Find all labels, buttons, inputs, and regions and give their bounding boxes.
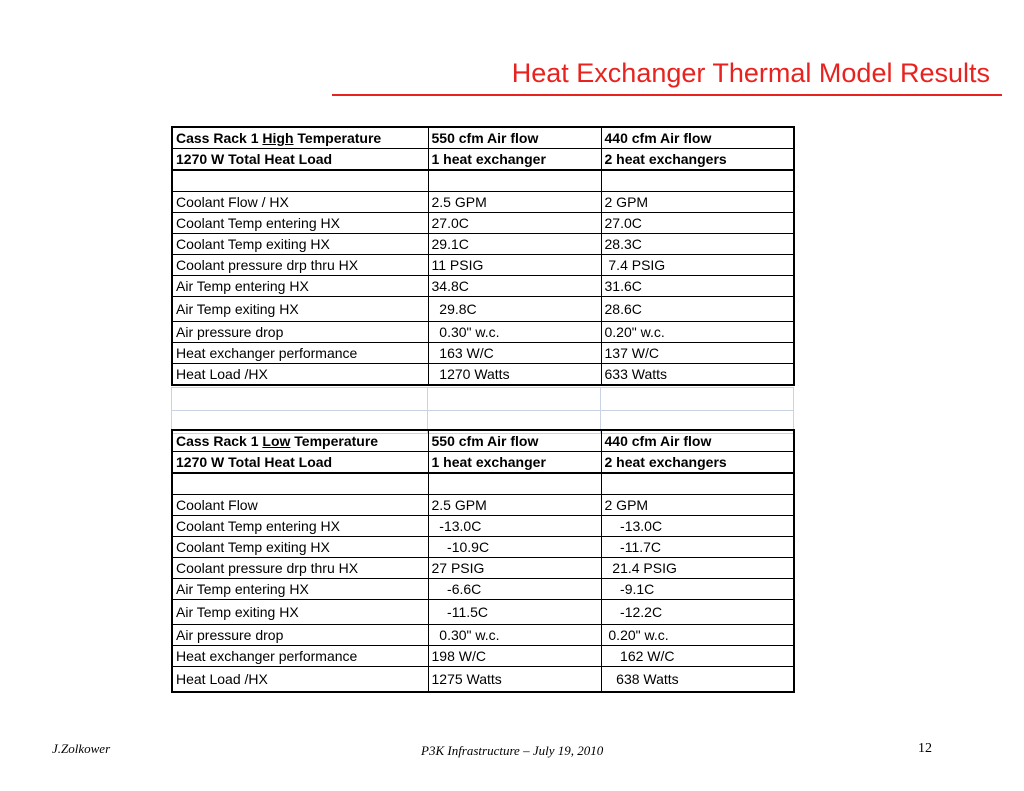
- row-label: Air Temp entering HX: [172, 276, 428, 297]
- low-subheader-col3: 2 heat exchangers: [601, 452, 794, 474]
- row-label: Air Temp entering HX: [172, 579, 428, 600]
- table-row: [172, 625, 794, 646]
- row-label: Coolant Temp exiting HX: [172, 234, 428, 255]
- low-header-col2: 550 cfm Air flow: [428, 430, 601, 452]
- row-value-col2: -13.0C: [428, 516, 601, 537]
- table-row: [172, 276, 794, 297]
- high-header-col3: 440 cfm Air flow: [601, 127, 794, 149]
- high-blank-row: [172, 170, 794, 192]
- row-label: Heat Load /HX: [172, 667, 428, 693]
- table-row: [172, 667, 794, 693]
- row-label: Air pressure drop: [172, 625, 428, 646]
- row-label: Heat Load /HX: [172, 364, 428, 386]
- row-value-col3: -11.7C: [601, 537, 794, 558]
- row-value-col2: 29.1C: [428, 234, 601, 255]
- low-header-col3: 440 cfm Air flow: [601, 430, 794, 452]
- row-value-col2: -11.5C: [428, 600, 601, 625]
- row-label: Air Temp exiting HX: [172, 297, 428, 322]
- low-blank-row: [172, 473, 794, 495]
- row-value-col2: 163 W/C: [428, 343, 601, 364]
- table-row: [172, 558, 794, 579]
- high-subheader-col2: 1 heat exchanger: [428, 149, 601, 171]
- row-value-col3: -13.0C: [601, 516, 794, 537]
- row-value-col3: 162 W/C: [601, 646, 794, 667]
- high-emphasis: High: [262, 130, 294, 146]
- table-row: [172, 192, 794, 213]
- footer-event: P3K Infrastructure – July 19, 2010: [421, 743, 604, 758]
- row-value-col3: 0.20" w.c.: [601, 322, 794, 343]
- row-label: Heat exchanger performance: [172, 343, 428, 364]
- footer-page-number: 12: [918, 741, 932, 756]
- title-underline: [332, 94, 1002, 96]
- high-header-col2: 550 cfm Air flow: [428, 127, 601, 149]
- slide-title: Heat Exchanger Thermal Model Results: [511, 58, 990, 88]
- row-value-col2: 2.5 GPM: [428, 495, 601, 516]
- row-value-col3: 31.6C: [601, 276, 794, 297]
- row-label: Coolant Temp exiting HX: [172, 537, 428, 558]
- row-value-col2: -10.9C: [428, 537, 601, 558]
- row-label: Heat exchanger performance: [172, 646, 428, 667]
- row-value-col2: 0.30" w.c.: [428, 625, 601, 646]
- row-value-col2: 0.30" w.c.: [428, 322, 601, 343]
- row-value-col2: 11 PSIG: [428, 255, 601, 276]
- table-row: [172, 579, 794, 600]
- row-label: Coolant pressure drp thru HX: [172, 558, 428, 579]
- row-value-col3: 633 Watts: [601, 364, 794, 386]
- row-value-col3: 2 GPM: [601, 192, 794, 213]
- row-value-col3: 638 Watts: [601, 667, 794, 693]
- low-temperature-table: [171, 429, 795, 693]
- table-row: [172, 364, 794, 386]
- low-subheader-col2: 1 heat exchanger: [428, 452, 601, 474]
- row-value-col3: -9.1C: [601, 579, 794, 600]
- footer-author: J.Zolkower: [52, 741, 111, 756]
- spacer-grid: [171, 387, 793, 429]
- row-value-col2: 2.5 GPM: [428, 192, 601, 213]
- table-row: [172, 234, 794, 255]
- row-value-col3: 2 GPM: [601, 495, 794, 516]
- row-value-col2: 34.8C: [428, 276, 601, 297]
- high-subheader-load: 1270 W Total Heat Load: [172, 149, 428, 171]
- row-label: Coolant pressure drp thru HX: [172, 255, 428, 276]
- low-header-condition: Cass Rack 1 Low Temperature: [172, 430, 428, 452]
- row-label: Coolant Temp entering HX: [172, 516, 428, 537]
- row-value-col3: 28.6C: [601, 297, 794, 322]
- row-value-col2: 1270 Watts: [428, 364, 601, 386]
- row-value-col2: 198 W/C: [428, 646, 601, 667]
- row-label: Air Temp exiting HX: [172, 600, 428, 625]
- table-row: [172, 297, 794, 322]
- row-value-col3: 21.4 PSIG: [601, 558, 794, 579]
- low-subheader-load: 1270 W Total Heat Load: [172, 452, 428, 474]
- table-row: [172, 600, 794, 625]
- table-row: [172, 255, 794, 276]
- high-temperature-table: [171, 126, 795, 386]
- row-value-col3: 27.0C: [601, 213, 794, 234]
- row-value-col2: 29.8C: [428, 297, 601, 322]
- row-value-col2: -6.6C: [428, 579, 601, 600]
- row-label: Coolant Flow: [172, 495, 428, 516]
- row-value-col3: -12.2C: [601, 600, 794, 625]
- high-header-condition: Cass Rack 1 High Temperature: [172, 127, 428, 149]
- row-label: Coolant Flow / HX: [172, 192, 428, 213]
- high-subheader-col3: 2 heat exchangers: [601, 149, 794, 171]
- table-row: [172, 495, 794, 516]
- row-value-col2: 27.0C: [428, 213, 601, 234]
- table-row: [172, 213, 794, 234]
- low-emphasis: Low: [262, 433, 291, 449]
- table-row: [172, 343, 794, 364]
- table-row: [172, 322, 794, 343]
- row-value-col3: 7.4 PSIG: [601, 255, 794, 276]
- table-row: [172, 537, 794, 558]
- row-value-col2: 27 PSIG: [428, 558, 601, 579]
- row-value-col3: 0.20" w.c.: [601, 625, 794, 646]
- row-value-col3: 137 W/C: [601, 343, 794, 364]
- row-value-col3: 28.3C: [601, 234, 794, 255]
- row-value-col2: 1275 Watts: [428, 667, 601, 693]
- row-label: Coolant Temp entering HX: [172, 213, 428, 234]
- table-row: [172, 646, 794, 667]
- table-row: [172, 516, 794, 537]
- row-label: Air pressure drop: [172, 322, 428, 343]
